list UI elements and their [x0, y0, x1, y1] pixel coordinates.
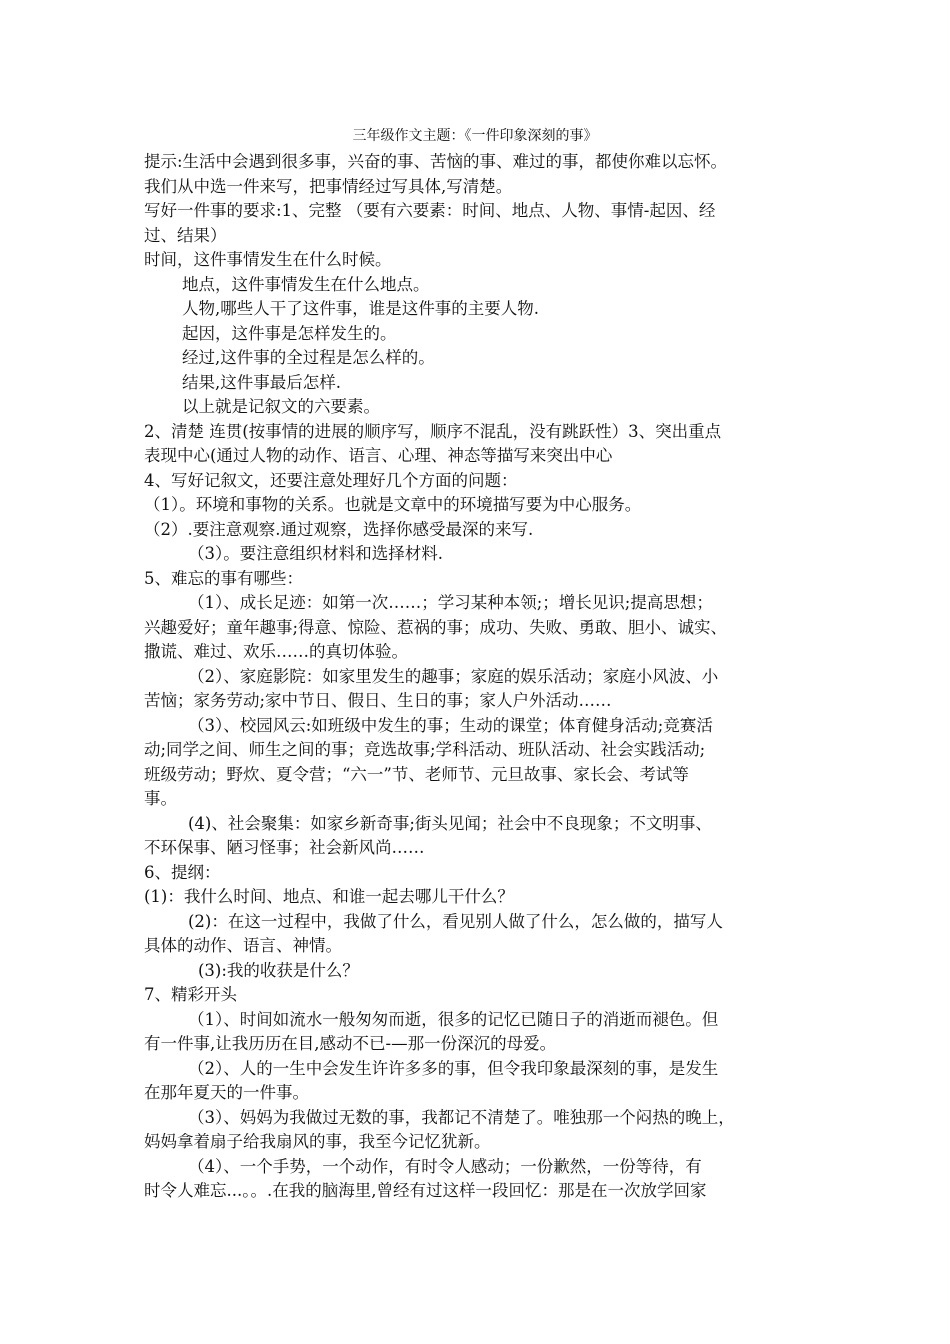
text-line: 表现中心(通过人物的动作、语言、心理、神态等描写来突出中心	[144, 446, 613, 465]
text-line: 2、清楚 连贯(按事情的进展的顺序写，顺序不混乱，没有跳跃性）3、突出重点	[144, 421, 722, 441]
text-line: （3）、校园风云:如班级中发生的事；生动的课堂；体育健身活动;竞赛活	[188, 715, 713, 735]
text-line: 结果,这件事最后怎样.	[182, 372, 341, 392]
text-line: 兴趣爱好；童年趣事;得意、惊险、惹祸的事；成功、失败、勇敢、胆小、诚实、	[144, 617, 728, 637]
text-line: (4)、社会聚集：如家乡新奇事;街头见闻；社会中不良现象；不文明事、	[188, 813, 712, 833]
text-line: 苦恼；家务劳动;家中节日、假日、生日的事；家人户外活动……	[144, 691, 612, 710]
text-line: 我们从中选一件来写，把事情经过写具体,写清楚。	[144, 176, 513, 196]
text-line: 经过,这件事的全过程是怎么样的。	[182, 348, 435, 367]
text-line: 提示:生活中会遇到很多事，兴奋的事、苦恼的事、难过的事，都使你难以忘怀。	[144, 152, 728, 171]
text-line: （3）。要注意组织材料和选择材料.	[188, 544, 443, 563]
text-line: （2）.要注意观察.通过观察，选择你感受最深的来写.	[144, 519, 534, 539]
text-line: 不环保事、陋习怪事；社会新风尚……	[144, 838, 425, 857]
text-line: 在那年夏天的一件事。	[144, 1083, 309, 1102]
text-line: 过、结果）	[144, 225, 227, 245]
text-line: 时间，这件事情发生在什么时候。	[144, 250, 392, 269]
text-line: 撒谎、难过、欢乐……的真切体验。	[144, 642, 408, 661]
text-line: （1）、成长足迹：如第一次……；学习某种本领;；增长见识;提高思想；	[188, 593, 713, 612]
text-line: 5、难忘的事有哪些：	[144, 568, 303, 588]
text-line: (1)：我什么时间、地点、和谁一起去哪儿干什么？	[144, 887, 514, 906]
document-title: 三年级作文主题：《一件印象深刻的事》	[352, 128, 598, 144]
text-line: 有一件事,让我历历在目,感动不已-—那一份深沉的母爱。	[144, 1034, 557, 1053]
text-line: 写好一件事的要求:1、完整 （要有六要素：时间、地点、人物、事情-起因、经	[144, 201, 716, 220]
text-line: 班级劳动；野炊、夏令营；“六一”节、老师节、元旦故事、家长会、考试等	[144, 764, 689, 784]
text-line: 4、写好记叙文，还要注意处理好几个方面的问题：	[144, 470, 518, 490]
text-line: (3):我的收获是什么？	[198, 960, 359, 980]
text-line: （1）。环境和事物的关系。也就是文章中的环境描写要为中心服务。	[144, 495, 642, 514]
text-line: 具体的动作、语言、神情。	[144, 936, 342, 955]
text-line: 以上就是记叙文的六要素。	[182, 397, 380, 416]
text-line: 起因，这件事是怎样发生的。	[182, 323, 397, 343]
document-body	[144, 150, 809, 1204]
text-line: 妈妈拿着扇子给我扇风的事，我至今记忆犹新。	[144, 1132, 491, 1151]
text-line: 动;同学之间、师生之间的事；竞选故事;学科活动、班队活动、社会实践活动;	[144, 740, 706, 759]
text-line: 7、精彩开头	[144, 985, 237, 1004]
text-line: （4）、一个手势，一个动作，有时令人感动；一份歉然，一份等待，有	[188, 1156, 702, 1176]
text-line: （1）、时间如流水一般匆匆而逝，很多的记忆已随日子的消逝而褪色。但	[188, 1009, 719, 1029]
text-line: （2）、人的一生中会发生许许多多的事，但令我印象最深刻的事，是发生	[188, 1058, 719, 1078]
text-line: （3）、妈妈为我做过无数的事，我都记不清楚了。唯独那一个闷热的晚上，	[188, 1107, 735, 1127]
text-line: 地点，这件事情发生在什么地点。	[182, 274, 430, 294]
text-line: 时令人难忘...。。.在我的脑海里,曾经有过这样一段回忆：那是在一次放学回家	[144, 1181, 707, 1200]
text-line: (2)：在这一过程中，我做了什么，看见别人做了什么，怎么做的，描写人	[188, 911, 723, 931]
text-line: （2）、家庭影院：如家里发生的趣事；家庭的娱乐活动；家庭小风波、小	[188, 666, 719, 686]
text-line: 6、提纲：	[144, 862, 221, 882]
text-line: 事。	[144, 789, 177, 808]
text-line: 人物,哪些人干了这件事，谁是这件事的主要人物.	[182, 299, 539, 318]
